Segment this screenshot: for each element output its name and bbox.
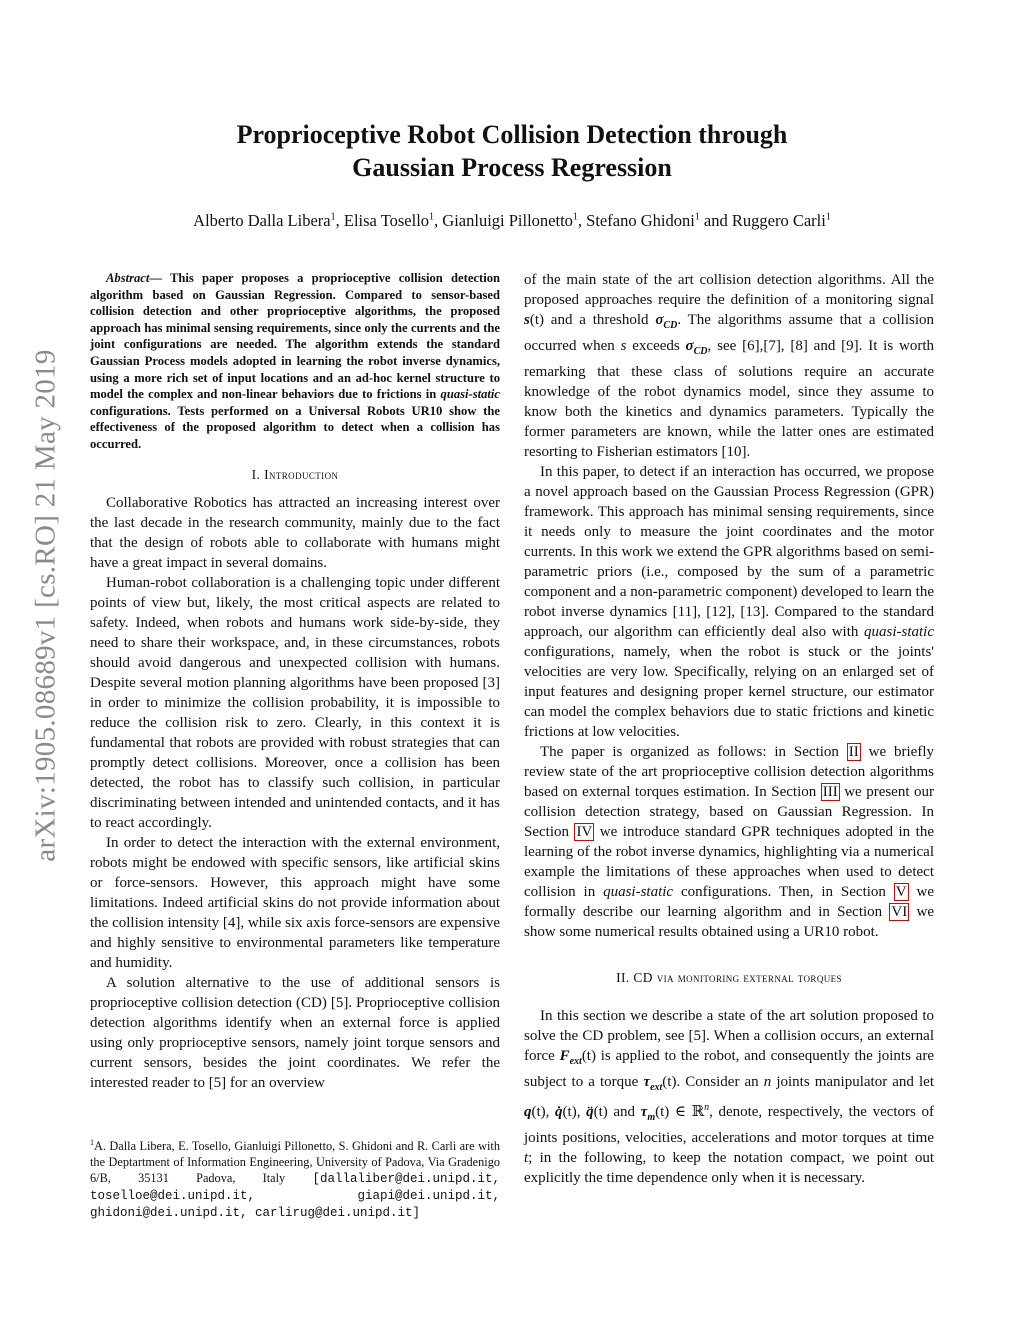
math-superscript: n [704, 1102, 710, 1113]
text: configurations, namely, when the robot is stuck or the joints' velocities are very low. Specifically, relying on an enlarged set of input features and designing proper kernel structure, our estimator can model the complex behaviors due to static frictions and kinetic frictions at low velocities. [524, 644, 934, 740]
section-link[interactable]: III [822, 784, 838, 800]
author-list [0, 211, 1024, 231]
text: we briefly review state of the art proprioceptive collision detection algorithms based on external torques estimation. In Section [524, 744, 934, 800]
paragraph: Human-robot collaboration is a challenging topic under different points of view but, likely, the most critical aspects are related to safety. Indeed, when robots and humans work side-by-side, they need to share their workspace, and, in these circumstances, robots should avoid dangerous and unexpected collision with humans. Despite several motion planning algorithms have been proposed [3] in order to minimize the collision probability, it is impossible to reduce the collision risk to zero. Clearly, in this context it is fundamental that robots are provided with robust strategies that can promptly detect collisions. Moreover, once a collision has been detected, the robot has to classify such collision, in particular discriminating between intended and unintended contacts, and it has to react accordingly. [90, 574, 500, 831]
math-arg: (t) [655, 1104, 670, 1120]
math-symbol: τ [640, 1104, 648, 1120]
math-arg: (t) [581, 1048, 596, 1064]
abstract [90, 270, 500, 453]
title-line-2: Gaussian Process Regression [352, 153, 672, 182]
left-column [90, 270, 500, 1093]
text: we present our collision detection strategy, based on Gaussian Regression. In Section [524, 784, 934, 840]
math-arg: (t) [529, 312, 545, 328]
paragraph: A solution alternative to the use of additional sensors is proprioceptive collision detection (CD) [5]. Proprioceptive collision detection algorithms identify when an external force is applied using only proprioceptive sensors, namely joint torque sensors and current sensors, besides the joint coordinates. We refer the interested reader to [5] for an overview [90, 974, 500, 1091]
footnote-text: A. Dalla Libera, E. Tosello, Gianluigi Pillonetto, S. Ghidoni and R. Carli are with the Deptartment of Information Engineering, University of Padova, Via Gradenigo 6/B, 35131 Padova, Italy [90, 1139, 500, 1186]
text: configurations. Then, in Section [673, 884, 894, 900]
text: , see [6],[7], [8] and [9]. It is worth remarking that these class of solutions require an accurate knowledge of the robot dynamics model, since they assume to know both the kinetics and dynamics parameters. Typically the former parameters are known, while the latter ones are estimated resorting to Fisherian estimators [10]. [524, 338, 935, 460]
abstract-text-end: configurations. Tests performed on a Universal Robots UR10 show the effectiveness of the proposed algorithm to detect when a collision has occurred. [90, 403, 500, 451]
text: ; in the following, to keep the notation compact, we point out explicitly the time dependence only when it is necessary. [524, 1150, 934, 1186]
paragraph: In order to detect the interaction with the external environment, robots might be endowed with specific sensors, like artificial skins or force-sensors. However, this approach might have some limitations. Indeed artificial skins do not provide information about the collision intensity [4], while six axis force-sensors are expensive and highly sensitive to environmental parameters like temperature and humidity. [90, 834, 500, 971]
title-line-1: Proprioceptive Robot Collision Detection through [236, 120, 788, 149]
paragraph: Collaborative Robotics has attracted an increasing interest over the last decade in the research community, mainly due to the fact that the design of robots able to collaborate with humans might have a great impact in several domains. [90, 494, 500, 571]
italic-term: quasi-static [603, 884, 674, 900]
author-affiliation-mark: 1 [694, 211, 700, 223]
math-symbol: q̇ [555, 1104, 563, 1120]
author-affiliation-mark: 1 [825, 211, 831, 223]
text: . Consider an [676, 1074, 764, 1090]
paragraph [524, 462, 934, 742]
author-separator: , [335, 211, 344, 230]
section-heading-cd [524, 968, 934, 988]
section-number: II. [616, 970, 634, 985]
author: Gianluigi Pillonetto [442, 211, 573, 230]
math-symbol: q̈ [586, 1104, 594, 1120]
math-symbol: F [559, 1048, 570, 1064]
math-subscript: ext [569, 1056, 582, 1067]
text: we formally describe our learning algorithm and in Section [524, 884, 934, 920]
right-column [524, 270, 934, 1188]
paragraph [524, 270, 934, 462]
italic-term: quasi-static [864, 624, 934, 640]
math-arg: (t) [531, 1104, 546, 1120]
text: exceeds [626, 338, 686, 354]
paragraph [524, 742, 934, 942]
math-subscript: CD [663, 320, 678, 331]
text: we introduce standard GPR techniques adopted in the learning of the robot inverse dynamics, highlighting via a numerical example the limitations of these approaches when used to detect collision in [524, 824, 934, 900]
section-title-acronym: CD [633, 970, 653, 985]
math-symbol: s [524, 312, 530, 328]
section-link[interactable]: II [848, 744, 859, 760]
text: and a threshold [544, 312, 656, 328]
text: of the main state of the art collision detection algorithms. All the proposed approaches require the definition of a monitoring signal [524, 272, 934, 308]
footnote-emails: [dallaliber@dei.unipd.it, toselloe@dei.unipd.it, giapi@dei.unipd.it, ghidoni@dei.unipd.it, carlirug@dei.unipd.it] [90, 1172, 500, 1221]
footnote-mark: 1 [90, 1138, 94, 1147]
text: . The algorithms assume that a collision occurred when [524, 312, 935, 354]
arxiv-identifier-stamp [26, 300, 66, 910]
author-affiliation-mark: 1 [572, 211, 578, 223]
text: In this section we describe a state of the art solution proposed to solve the CD problem, see [5]. When a collision occurs, an external force [524, 1008, 934, 1064]
author-affiliation-mark: 1 [429, 211, 435, 223]
section-link[interactable]: IV [576, 824, 593, 840]
math-subscript: CD [693, 346, 708, 357]
math-symbol: q [524, 1104, 532, 1120]
paper-title [0, 118, 1024, 184]
text: The paper is organized as follows: in Section [540, 744, 847, 760]
section-title: via monitoring external torques [652, 970, 842, 985]
math-subscript: ext [650, 1082, 663, 1093]
author: Alberto Dalla Libera [193, 211, 331, 230]
section-heading-introduction [90, 465, 500, 485]
math-arg: (t) [562, 1104, 577, 1120]
math-arg: (t) [662, 1074, 677, 1090]
text: joints manipulator and let [771, 1074, 934, 1090]
author-affiliation-mark: 1 [330, 211, 336, 223]
section-number: I. [251, 466, 265, 482]
author-separator: , [577, 211, 587, 230]
section-link[interactable]: VI [891, 904, 908, 920]
author-separator: and [699, 211, 732, 230]
author: Stefano Ghidoni [586, 211, 695, 230]
text: we show some numerical results obtained using a UR10 robot. [524, 904, 934, 940]
math-symbol: τ [643, 1074, 651, 1090]
author: Elisa Tosello [343, 211, 430, 230]
math-arg: (t) [593, 1104, 608, 1120]
text: is applied to the robot, and consequently the joints are subject to a torque [524, 1048, 934, 1090]
abstract-dash: — [149, 271, 170, 285]
math-symbol: σ [655, 312, 664, 328]
affiliation-footnote [90, 1135, 500, 1221]
arxiv-id-text: arXiv:1905.08689v1 [cs.RO] 21 May 2019 [29, 348, 62, 862]
math-symbol: n [763, 1074, 772, 1090]
math-symbol: t [524, 1150, 529, 1166]
abstract-label: Abstract [106, 271, 150, 285]
section-title: Introduction [264, 466, 339, 482]
text: ∈ ℝ [669, 1104, 705, 1120]
author: Ruggero Carli [731, 211, 826, 230]
abstract-text: This paper proposes a proprioceptive collision detection algorithm based on Gaussian Regression. Compared to sensor-based collision detection and other proprioceptive algorithms, the proposed approach has minimal sensing requirements, since only the currents and the joint configurations are needed. The algorithm extends the standard Gaussian Process models adopted in learning the robot inverse dynamics, using a more rich set of input locations and an ad-hoc kernel structure to model the complex and non-linear behaviors due to frictions in [90, 271, 500, 402]
math-symbol: σ [685, 338, 694, 354]
section-link[interactable]: V [895, 884, 907, 900]
text: In this paper, to detect if an interaction has occurred, we propose a novel approach based on the Gaussian Process Regression (GPR) framework. This approach has minimal sensing requirements, since it needs only to measure the joint coordinates and the motor currents. In this work we extend the GPR algorithms based on semi-parametric priors (i.e., composed by the sum of a parametric component and a non-parametric component) developed to learn the robot inverse dynamics [11], [12], [13]. Compared to the standard approach, our algorithm can efficiently deal also with [524, 464, 934, 640]
text: , denote, respectively, the vectors of joints positions, velocities, accelerations and motor torques at time [524, 1104, 934, 1146]
text: and [607, 1104, 641, 1120]
author-separator: , [434, 211, 443, 230]
math-subscript: m [647, 1112, 656, 1123]
paragraph: In this section we describe a state of the art solution proposed to solve the CD problem, see [5]. When a collision occurs, an external force $F_{ext}(t)$ is applied to the robot, and consequently the joints are subject to a torque $\tau_{ext}(t)$. Consider an n joints manipulator and let q(t), q̇(t), q̈(t) and $\tau_m(t)$ ∈ ℝ$^n$, denote, respectively, the vectors of joints positions, velocities, accelerations and motor torques at time t; in the following, to keep the notation compact, we point out explicitly the time dependence only when it is necessary. [524, 1008, 934, 1186]
math-symbol: s [620, 338, 627, 354]
abstract-italic-term: quasi-static [440, 387, 500, 402]
